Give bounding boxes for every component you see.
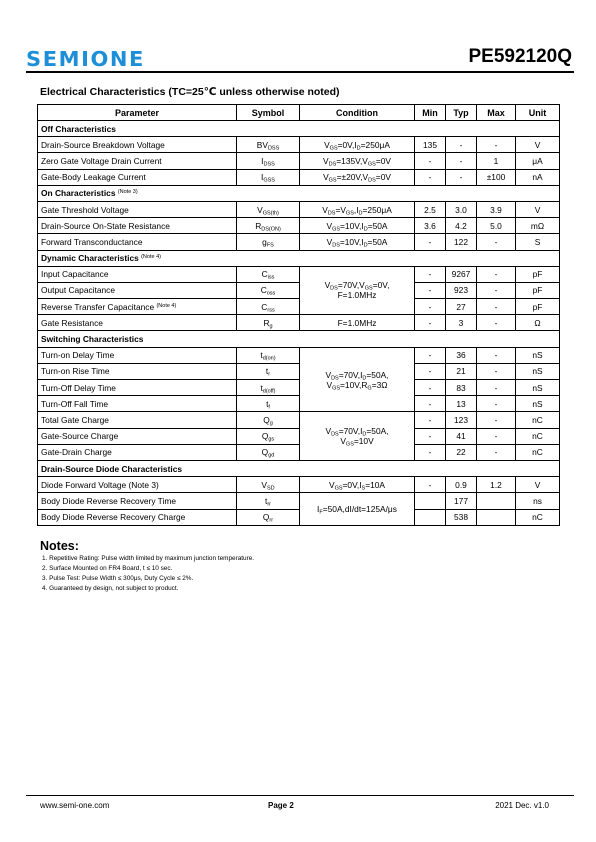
parameter-cell [38, 444, 237, 460]
section-row [38, 250, 560, 266]
unit-cell: pF [516, 282, 560, 298]
symbol-text: V [257, 204, 263, 215]
condition-cell: $V_{DS}=135V,V_{GS}=0V$ [300, 153, 415, 169]
unit-cell: V [516, 201, 560, 217]
symbol-cell [237, 201, 300, 217]
parameter-cell [38, 282, 237, 298]
typ-cell: 923 [446, 282, 477, 298]
typ-cell: 22 [446, 444, 477, 460]
max-cell [477, 509, 516, 525]
parameter-cell [38, 509, 237, 525]
parameter-text: Body Diode Reverse Recovery Charge [41, 512, 186, 523]
min-cell: - [415, 380, 446, 396]
max-cell: 1.2 [477, 477, 516, 493]
parameter-cell [38, 412, 237, 428]
typ-cell: 3 [446, 315, 477, 331]
parameter-text: Input Capacitance [41, 269, 109, 280]
symbol-cell [237, 299, 300, 315]
min-cell: - [415, 347, 446, 363]
table-row [38, 169, 560, 185]
min-cell [415, 493, 446, 509]
table-header-row [38, 105, 560, 121]
symbol-text: t [260, 382, 263, 393]
typ-cell: 123 [446, 412, 477, 428]
unit-cell: nA [516, 169, 560, 185]
symbol-subscript: DSS [267, 145, 280, 152]
typ-cell: 36 [446, 347, 477, 363]
symbol-text: t [266, 398, 269, 409]
max-cell: ±100 [477, 169, 516, 185]
min-cell: - [415, 169, 446, 185]
parameter-cell [38, 169, 237, 185]
min-cell: 3.6 [415, 218, 446, 234]
typ-cell: 13 [446, 396, 477, 412]
parameter-text: Diode Forward Voltage (Note 3) [41, 479, 159, 490]
symbol-cell [237, 347, 300, 363]
symbol-subscript: DSS [263, 161, 275, 168]
table-row [38, 509, 560, 525]
section-row [38, 185, 560, 201]
symbol-subscript: rr [269, 517, 274, 524]
typ-cell: 4.2 [446, 218, 477, 234]
parameter-text: Drain-Source On-State Resistance [41, 220, 170, 231]
min-cell [415, 509, 446, 525]
max-cell: 3.9 [477, 201, 516, 217]
section-note: (Note 3) [117, 189, 138, 196]
footer-website: www.semi-one.com [40, 801, 110, 810]
max-cell: - [477, 412, 516, 428]
symbol-cell [237, 396, 300, 412]
min-cell: - [415, 282, 446, 298]
parameter-cell [38, 153, 237, 169]
unit-cell: pF [516, 299, 560, 315]
table-body [38, 121, 560, 526]
table-row [38, 234, 560, 250]
condition-cell: $I_F=50A,dI/dt=125A/\mu s$ [300, 493, 415, 525]
symbol-subscript: iss [267, 274, 275, 281]
header-condition: Condition [300, 105, 415, 121]
min-cell: 2.5 [415, 201, 446, 217]
max-cell: - [477, 299, 516, 315]
table-row [38, 380, 560, 396]
symbol-subscript: r [268, 371, 271, 378]
symbol-subscript: oss [266, 290, 276, 297]
max-cell: 1 [477, 153, 516, 169]
table-row [38, 428, 560, 444]
symbol-text: I [261, 172, 264, 183]
parameter-text: Turn-Off Fall Time [41, 398, 109, 409]
section-title-cell [38, 185, 560, 201]
table-row [38, 201, 560, 217]
condition-cell: $V_{DS}=V_{GS},I_D=250\mu A$ [300, 201, 415, 217]
symbol-text: I [261, 155, 264, 166]
min-cell: 135 [415, 137, 446, 153]
table-row [38, 363, 560, 379]
parameter-text: Gate-Source Charge [41, 431, 119, 442]
header-max: Max [477, 105, 516, 121]
symbol-cell [237, 282, 300, 298]
unit-cell: S [516, 234, 560, 250]
typ-cell: - [446, 137, 477, 153]
symbol-cell [237, 444, 300, 460]
header-typ: Typ [446, 105, 477, 121]
table-row [38, 477, 560, 493]
parameter-cell [38, 493, 237, 509]
table-row [38, 137, 560, 153]
parameter-cell [38, 477, 237, 493]
section-title-text: Dynamic Characteristics [41, 253, 139, 264]
symbol-text: C [260, 285, 267, 296]
note-item: 3. Pulse Test: Pulse Width ≤ 300μs, Duty Cycle ≤ 2%. [42, 575, 194, 582]
unit-cell: nS [516, 347, 560, 363]
section-row [38, 460, 560, 476]
unit-cell: nC [516, 509, 560, 525]
typ-cell: 3.0 [446, 201, 477, 217]
section-title-cell [38, 460, 560, 476]
condition-cell: $V_{DS}=10V,I_D=50A$ [300, 234, 415, 250]
symbol-subscript: gd [268, 452, 275, 459]
unit-cell: mΩ [516, 218, 560, 234]
min-cell: - [415, 444, 446, 460]
min-cell: - [415, 477, 446, 493]
max-cell: - [477, 363, 516, 379]
company-logo: SEMIONE [26, 47, 145, 71]
symbol-subscript: rss [267, 307, 275, 314]
parameter-text: Body Diode Reverse Recovery Time [41, 495, 176, 506]
electrical-characteristics-table [37, 104, 560, 526]
header-parameter: Parameter [38, 105, 237, 121]
symbol-text: t [265, 495, 268, 506]
symbol-subscript: rr [267, 501, 271, 508]
condition-cell: $V_{GS}=\pm 20V,V_{DS}=0V$ [300, 169, 415, 185]
max-cell: - [477, 282, 516, 298]
symbol-subscript: d(on) [262, 355, 276, 362]
symbol-subscript: g [269, 323, 273, 330]
symbol-cell [237, 169, 300, 185]
unit-cell: nC [516, 412, 560, 428]
unit-cell: nS [516, 396, 560, 412]
section-note: (Note 4) [141, 254, 161, 261]
symbol-text: t [265, 366, 269, 377]
symbol-cell [237, 315, 300, 331]
symbol-text: R [263, 317, 270, 328]
typ-cell: 21 [446, 363, 477, 379]
symbol-subscript: SD [266, 485, 275, 492]
min-cell: - [415, 153, 446, 169]
typ-cell: 9267 [446, 266, 477, 282]
symbol-text: Q [261, 431, 269, 442]
symbol-cell [237, 137, 300, 153]
symbol-text: V [261, 479, 267, 490]
section-title: Electrical Characteristics (TC=25℃ unless otherwise noted) [40, 86, 340, 98]
parameter-text: Turn-on Rise Time [41, 366, 110, 377]
symbol-cell [237, 412, 300, 428]
max-cell: - [477, 428, 516, 444]
max-cell: - [477, 266, 516, 282]
max-cell: 5.0 [477, 218, 516, 234]
unit-cell: μA [516, 153, 560, 169]
table-row [38, 266, 560, 282]
unit-cell: nS [516, 380, 560, 396]
max-cell: - [477, 380, 516, 396]
parameter-note: (Note 4) [156, 302, 177, 309]
symbol-text: Q [261, 447, 269, 458]
typ-cell: 122 [446, 234, 477, 250]
table-row [38, 444, 560, 460]
parameter-text: Gate Threshold Voltage [41, 204, 129, 215]
min-cell: - [415, 412, 446, 428]
symbol-cell [237, 234, 300, 250]
section-row [38, 331, 560, 347]
note-item: 2. Surface Mounted on FR4 Board, t ≤ 10 sec. [42, 565, 173, 572]
parameter-cell [38, 347, 237, 363]
part-number: PE592120Q [468, 46, 572, 67]
typ-cell: 177 [446, 493, 477, 509]
parameter-text: Forward Transconductance [41, 236, 143, 247]
header-min: Min [415, 105, 446, 121]
condition-cell: $V_{GS}=0V,I_S=10A$ [300, 477, 415, 493]
note-item: 1. Repetitive Rating: Pulse width limited by maximum junction temperature. [42, 555, 255, 562]
symbol-text: g [262, 236, 267, 247]
min-cell: - [415, 234, 446, 250]
footer-date: 2021 Dec. v1.0 [495, 801, 549, 810]
symbol-text: C [261, 269, 268, 280]
max-cell [477, 493, 516, 509]
symbol-cell [237, 363, 300, 379]
symbol-subscript: GSS [263, 177, 275, 184]
condition-cell: $V_{GS}=10V,I_D=50A$ [300, 218, 415, 234]
section-title-cell [38, 250, 560, 266]
min-cell: - [415, 315, 446, 331]
symbol-subscript: FS [266, 242, 274, 249]
max-cell: - [477, 234, 516, 250]
section-title-cell [38, 331, 560, 347]
typ-cell: 41 [446, 428, 477, 444]
parameter-text: Gate-Drain Charge [41, 447, 112, 458]
min-cell: - [415, 299, 446, 315]
max-cell: - [477, 137, 516, 153]
condition-cell: F=1.0MHz [300, 315, 415, 331]
symbol-subscript: f [268, 404, 270, 411]
table-row [38, 299, 560, 315]
section-title-cell [38, 121, 560, 137]
min-cell: - [415, 396, 446, 412]
parameter-cell [38, 218, 237, 234]
symbol-cell [237, 380, 300, 396]
footer-page-number: Page 2 [268, 801, 294, 810]
symbol-text: t [260, 350, 263, 361]
note-item: 4. Guaranteed by design, not subject to product. [42, 585, 179, 592]
symbol-cell [237, 266, 300, 282]
section-title-text: Switching Characteristics [41, 334, 144, 345]
table-row [38, 493, 560, 509]
parameter-text: Output Capacitance [41, 285, 116, 296]
typ-cell: 0.9 [446, 477, 477, 493]
min-cell: - [415, 428, 446, 444]
table-row [38, 347, 560, 363]
section-title-text: Off Characteristics [41, 123, 116, 134]
symbol-cell [237, 477, 300, 493]
parameter-cell [38, 428, 237, 444]
footer-divider [26, 795, 574, 796]
parameter-cell [38, 234, 237, 250]
parameter-text: Gate Resistance [41, 317, 103, 328]
symbol-subscript: g [269, 420, 273, 427]
max-cell: - [477, 396, 516, 412]
table-row [38, 315, 560, 331]
parameter-text: Drain-Source Breakdown Voltage [41, 139, 165, 150]
min-cell: - [415, 363, 446, 379]
table-row [38, 412, 560, 428]
symbol-text: R [255, 220, 262, 231]
unit-cell: Ω [516, 315, 560, 331]
parameter-text: Reverse Transfer Capacitance [41, 301, 155, 312]
parameter-text: Turn-on Delay Time [41, 350, 115, 361]
typ-cell: 538 [446, 509, 477, 525]
max-cell: - [477, 315, 516, 331]
unit-cell: nS [516, 363, 560, 379]
typ-cell: 27 [446, 299, 477, 315]
parameter-cell [38, 299, 237, 315]
parameter-text: Total Gate Charge [41, 414, 109, 425]
parameter-cell [38, 363, 237, 379]
unit-cell: ns [516, 493, 560, 509]
symbol-subscript: gs [268, 436, 275, 443]
parameter-text: Turn-Off Delay Time [41, 382, 116, 393]
parameter-text: Zero Gate Voltage Drain Current [41, 155, 162, 166]
table-row [38, 396, 560, 412]
symbol-cell [237, 428, 300, 444]
condition-cell: $V_{DS}=70V,V_{GS}=0V$, F=1.0MHz [300, 266, 415, 315]
symbol-cell [237, 493, 300, 509]
unit-cell: V [516, 137, 560, 153]
condition-cell: $V_{DS}=70V,I_D=50A$, $V_{GS}=10V,R_G=3\Omega$ [300, 347, 415, 412]
parameter-cell [38, 315, 237, 331]
typ-cell: - [446, 169, 477, 185]
header-unit: Unit [516, 105, 560, 121]
unit-cell: nC [516, 444, 560, 460]
symbol-text: BV [256, 139, 268, 150]
unit-cell: nC [516, 428, 560, 444]
symbol-subscript: GS(th) [262, 210, 279, 217]
symbol-text: Q [262, 512, 270, 523]
unit-cell: pF [516, 266, 560, 282]
parameter-cell [38, 266, 237, 282]
typ-cell: 83 [446, 380, 477, 396]
parameter-text: Gate-Body Leakage Current [41, 172, 146, 183]
min-cell: - [415, 266, 446, 282]
symbol-text: Q [263, 414, 270, 425]
section-title-text: On Characteristics [41, 188, 116, 199]
max-cell: - [477, 444, 516, 460]
notes-title: Notes: [40, 539, 79, 553]
section-title-text: Drain-Source Diode Characteristics [41, 463, 183, 474]
symbol-subscript: DS(ON) [261, 226, 281, 233]
symbol-text: C [261, 301, 268, 312]
parameter-cell [38, 201, 237, 217]
header-divider [26, 71, 574, 73]
parameter-cell [38, 380, 237, 396]
parameter-cell [38, 396, 237, 412]
symbol-cell [237, 218, 300, 234]
table-row [38, 282, 560, 298]
notes-list [42, 554, 254, 594]
max-cell: - [477, 347, 516, 363]
symbol-cell [237, 509, 300, 525]
unit-cell: V [516, 477, 560, 493]
condition-cell: $V_{GS}=0V,I_D=250\mu A$ [300, 137, 415, 153]
table-row [38, 218, 560, 234]
header-symbol: Symbol [237, 105, 300, 121]
table-row [38, 153, 560, 169]
typ-cell: - [446, 153, 477, 169]
condition-cell: $V_{DS}=70V,I_D=50A$, $V_{GS}=10V$ [300, 412, 415, 461]
symbol-subscript: d(off) [262, 388, 276, 395]
section-row [38, 121, 560, 137]
parameter-cell [38, 137, 237, 153]
symbol-cell [237, 153, 300, 169]
